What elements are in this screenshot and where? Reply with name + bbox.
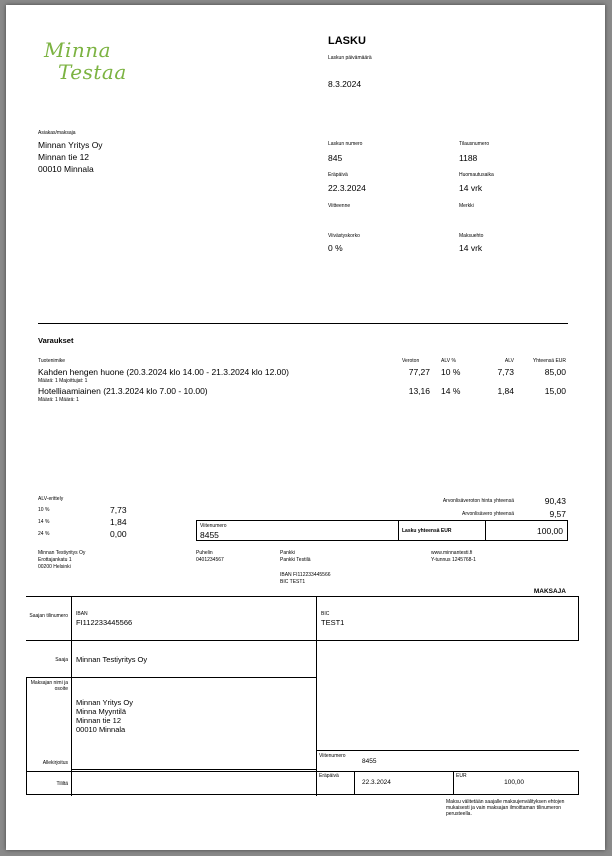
- reference-label: Viitenumero: [200, 523, 227, 529]
- slip-amount: 100,00: [504, 779, 524, 786]
- item-vat: 1,84: [497, 386, 514, 396]
- vat-amount: 0,00: [110, 529, 127, 539]
- slip-due-label: Eräpäivä: [319, 773, 339, 779]
- footer-bic: BIC TEST1: [280, 579, 306, 585]
- net-total: 90,43: [544, 496, 566, 506]
- footer-street: Erottajankatu 1: [38, 557, 72, 563]
- footer-company: Minnan Testiyritys Oy: [38, 550, 86, 556]
- vat-breakdown-label: ALV-erittely: [38, 496, 64, 502]
- invoice-date: 8.3.2024: [328, 79, 362, 89]
- customer-city: 00010 Minnala: [38, 164, 94, 174]
- col-header-name: Tuotenimike: [38, 358, 66, 364]
- item-net: 13,16: [408, 386, 430, 396]
- remark-time-label: Huomautusaika: [459, 172, 494, 178]
- net-total-label: Arvonlisäveroton hinta yhteensä: [442, 498, 514, 504]
- payer-line: Minnan Yritys Oy: [76, 698, 133, 707]
- interest-label: Viivästyskorko: [328, 233, 360, 239]
- from-account-label: Tililtä: [56, 781, 68, 787]
- vat-total-label: Arvonlisävero yhteensä: [462, 511, 514, 517]
- totals-box-divider-2: [485, 521, 486, 540]
- slip-right-border-bottom: [578, 771, 579, 794]
- footer-website: www.minnantesti.fi: [431, 550, 473, 556]
- item-vat: 7,73: [497, 367, 514, 377]
- recipient-label: Saaja: [55, 657, 68, 663]
- order-number-label: Tilausnumero: [459, 141, 490, 147]
- item-net: 77,27: [408, 367, 430, 377]
- col-header-total: Yhteensä EUR: [532, 358, 566, 364]
- invoice-number: 845: [328, 153, 343, 163]
- invoice-total-label: Lasku yhteensä EUR: [402, 528, 452, 534]
- slip-due-divider: [354, 771, 355, 794]
- logo-line-2: Testaa: [58, 60, 127, 84]
- item-total: 85,00: [544, 367, 566, 377]
- footer-bank-label: Pankki: [280, 550, 296, 556]
- bic-label: BIC: [321, 611, 330, 617]
- vat-amount: 1,84: [110, 517, 127, 527]
- recipient-account-label: Saajan tilinumero: [29, 613, 68, 619]
- your-reference-label: Viitteenne: [328, 203, 351, 209]
- slip-row-line-3: [316, 750, 579, 751]
- bic-value: TEST1: [321, 618, 345, 627]
- slip-bottom-line: [26, 794, 579, 795]
- payment-terms: 14 vrk: [459, 243, 483, 253]
- item-sub: Määrä: 1 Majoittujat: 1: [38, 378, 88, 384]
- signature-label: Allekirjoitus: [42, 760, 68, 766]
- item-name: Hotelliaamiainen (21.3.2024 klo 7.00 - 10.00): [38, 386, 208, 396]
- interest-value: 0 %: [328, 243, 343, 253]
- totals-box: [196, 520, 568, 541]
- invoice-title: LASKU: [328, 35, 366, 47]
- col-header-vat: ALV: [504, 358, 514, 364]
- invoice-page: [6, 5, 605, 850]
- logo-line-1: Minna: [44, 38, 112, 62]
- items-divider: [38, 323, 568, 324]
- vat-amount: 7,73: [110, 505, 127, 515]
- customer-street: Minnan tie 12: [38, 152, 90, 162]
- slip-top-line: [26, 596, 579, 597]
- mark-label: Merkki: [459, 203, 474, 209]
- vat-rate: 14 %: [38, 519, 50, 525]
- items-section-title: Varaukset: [38, 336, 74, 345]
- due-date-label: Eräpäivä: [328, 172, 348, 178]
- customer-name: Minnan Yritys Oy: [38, 140, 103, 150]
- footer-phone-label: Puhelin: [196, 550, 213, 556]
- item-name: Kahden hengen huone (20.3.2024 klo 14.00 - 21.3.2024 klo 12.00): [38, 367, 289, 377]
- recipient-name: Minnan Testiyritys Oy: [76, 655, 148, 664]
- slip-row-line-2: [26, 677, 317, 678]
- col-header-vat-pct: ALV %: [441, 358, 456, 364]
- invoice-number-label: Laskun numero: [328, 141, 363, 147]
- slip-eur-divider: [453, 771, 454, 794]
- remark-time: 14 vrk: [459, 183, 483, 193]
- slip-reference-label: Viitenumero: [319, 753, 346, 759]
- vat-rate: 10 %: [38, 507, 50, 513]
- footer-phone: 0401234567: [196, 557, 224, 563]
- slip-middle-line: [316, 596, 317, 796]
- col-header-net: Veroton: [402, 358, 420, 364]
- iban-label: IBAN: [76, 611, 88, 617]
- slip-reference: 8455: [362, 758, 377, 765]
- slip-row-line-1: [26, 640, 579, 641]
- payment-terms-label: Maksuehto: [459, 233, 484, 239]
- footer-bank: Pankki Testilä: [280, 557, 311, 563]
- slip-left-border: [26, 677, 27, 795]
- customer-label: Asiakas/maksaja: [38, 130, 76, 136]
- company-logo: [44, 39, 127, 83]
- item-sub: Määrä: 1 Määrä: 1: [38, 397, 79, 403]
- invoice-date-label: Laskun päivämäärä: [328, 55, 372, 61]
- item-vat-pct: 10 %: [441, 367, 461, 377]
- vat-rate: 24 %: [38, 531, 50, 537]
- totals-box-divider-1: [398, 521, 399, 540]
- order-number: 1188: [459, 153, 478, 163]
- reference-number: 8455: [200, 530, 219, 540]
- slip-right-border: [578, 596, 579, 641]
- footer-city: 00200 Helsinki: [38, 564, 71, 570]
- invoice-total: 100,00: [537, 526, 563, 536]
- slip-due-date: 22.3.2024: [362, 779, 391, 786]
- payer-line: Minna Myyntilä: [76, 707, 127, 716]
- slip-note: Maksu välitetään saajalle maksujenvälityksen ehtojen mukaisesti ja vain maksajan ilmoittaman tilinumeron perusteella.: [446, 799, 565, 817]
- item-total: 15,00: [544, 386, 566, 396]
- payer-line: 00010 Minnala: [76, 725, 126, 734]
- slip-row-line-4: [26, 771, 579, 772]
- item-vat-pct: 14 %: [441, 386, 461, 396]
- payer-line: Minnan tie 12: [76, 716, 122, 725]
- slip-title: MAKSAJA: [533, 588, 566, 595]
- slip-eur-label: EUR: [456, 773, 467, 779]
- slip-label-column-line: [71, 596, 72, 796]
- payer-label: Maksajan nimi ja osoite: [30, 680, 68, 692]
- due-date: 22.3.2024: [328, 183, 366, 193]
- signature-line[interactable]: [71, 769, 316, 770]
- vat-total: 9,57: [549, 509, 566, 519]
- footer-business-id: Y-tunnus 1245768-1: [431, 557, 476, 563]
- footer-iban: IBAN FI112233445566: [280, 572, 331, 578]
- iban-value: FI112233445566: [76, 618, 133, 627]
